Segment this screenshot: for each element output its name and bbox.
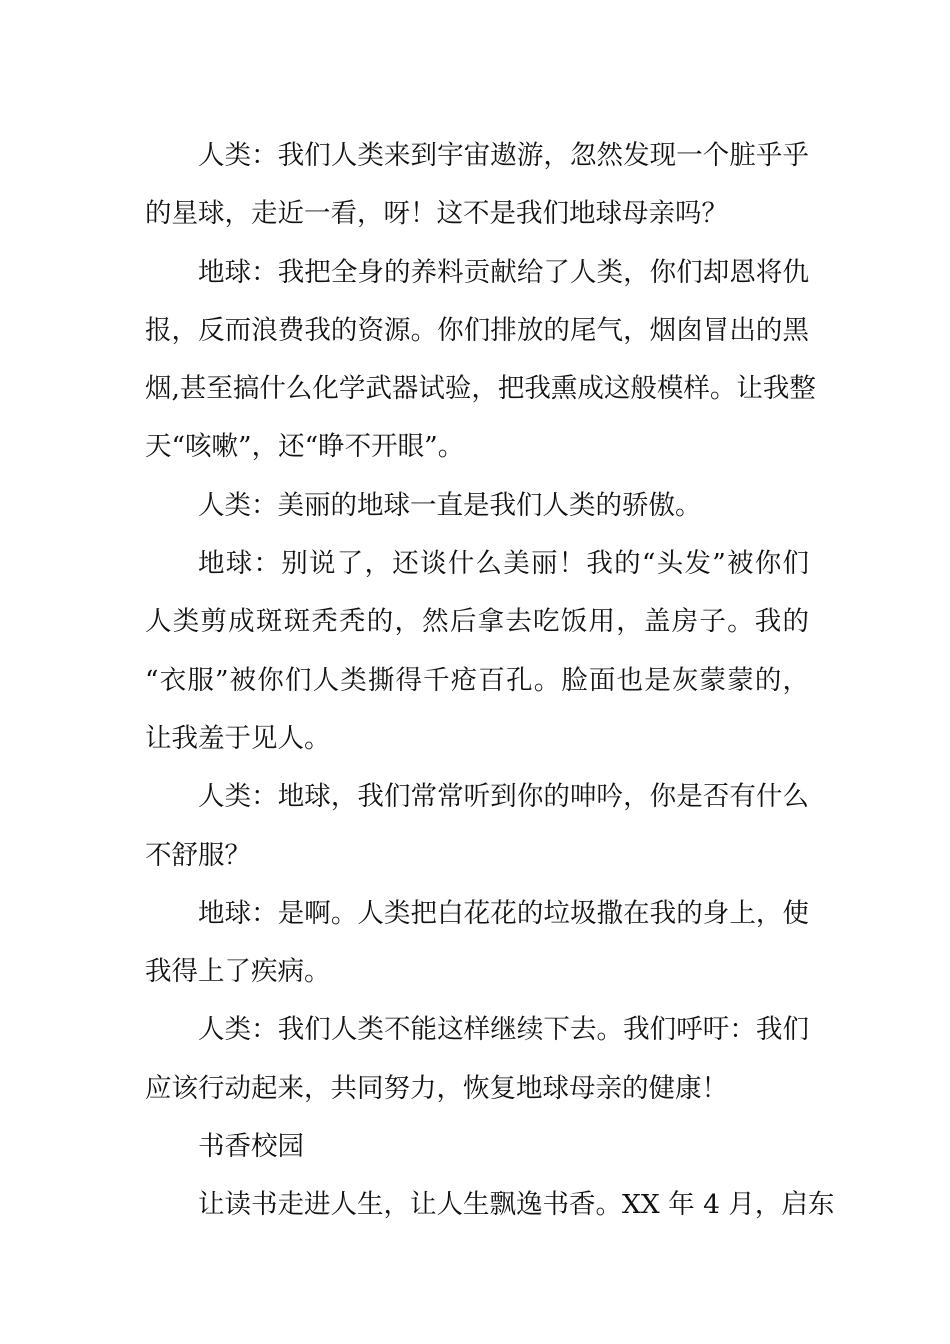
paragraph-section-intro bbox=[145, 1176, 835, 1234]
text-line: 烟,甚至搞什么化学武器试验，把我熏成这般模样。让我整 bbox=[145, 373, 816, 405]
paragraph-dialogue-1 bbox=[145, 127, 809, 244]
text-line: 人类：我们人类不能这样继续下去。我们呼吁：我们 bbox=[198, 1014, 809, 1046]
paragraph-dialogue-5 bbox=[145, 768, 809, 885]
text-line: 人类：美丽的地球一直是我们人类的骄傲。 bbox=[198, 489, 702, 521]
text-line: 我得上了疾病。 bbox=[145, 956, 331, 988]
text-line: 地球：是啊。人类把白花花的垃圾撒在我的身上，使 bbox=[198, 897, 809, 929]
text-line: 人类：我们人类来到宇宙遨游，忽然发现一个脏乎乎 bbox=[198, 140, 809, 171]
paragraph-dialogue-6 bbox=[145, 885, 809, 1002]
text-line: 地球：别说了，还谈什么美丽！我的“头发”被你们 bbox=[198, 548, 809, 580]
document-body bbox=[145, 127, 835, 1235]
section-heading bbox=[145, 1118, 809, 1176]
text-line: 天“咳嗽”，还“睁不开眼”。 bbox=[145, 431, 465, 463]
paragraph-dialogue-2 bbox=[145, 244, 816, 477]
paragraph-dialogue-3 bbox=[145, 477, 809, 535]
text-line: 人类：地球，我们常常听到你的呻吟，你是否有什么 bbox=[198, 781, 809, 813]
paragraph-dialogue-7 bbox=[145, 1001, 809, 1118]
text-line: 书香校园 bbox=[198, 1131, 304, 1163]
text-line: 人类剪成斑斑秃秃的，然后拿去吃饭用，盖房子。我的 bbox=[145, 606, 809, 638]
text-line: 应该行动起来，共同努力，恢复地球母亲的健康！ bbox=[145, 1072, 728, 1104]
text-line: 地球：我把全身的养料贡献给了人类，你们却恩将仇 bbox=[198, 256, 809, 288]
text-line: 的星球，走近一看，呀！这不是我们地球母亲吗？ bbox=[145, 198, 728, 230]
text-line: 让读书走进人生，让人生飘逸书香。XX 年 4 月，启东 bbox=[198, 1189, 835, 1221]
text-line: 不舒服？ bbox=[145, 839, 251, 871]
text-line: “衣服”被你们人类撕得千疮百孔。脸面也是灰蒙蒙的， bbox=[145, 664, 809, 696]
text-line: 让我羞于见人。 bbox=[145, 722, 331, 754]
paragraph-dialogue-4 bbox=[145, 535, 809, 768]
text-line: 报，反而浪费我的资源。你们排放的尾气，烟囱冒出的黑 bbox=[145, 314, 809, 346]
